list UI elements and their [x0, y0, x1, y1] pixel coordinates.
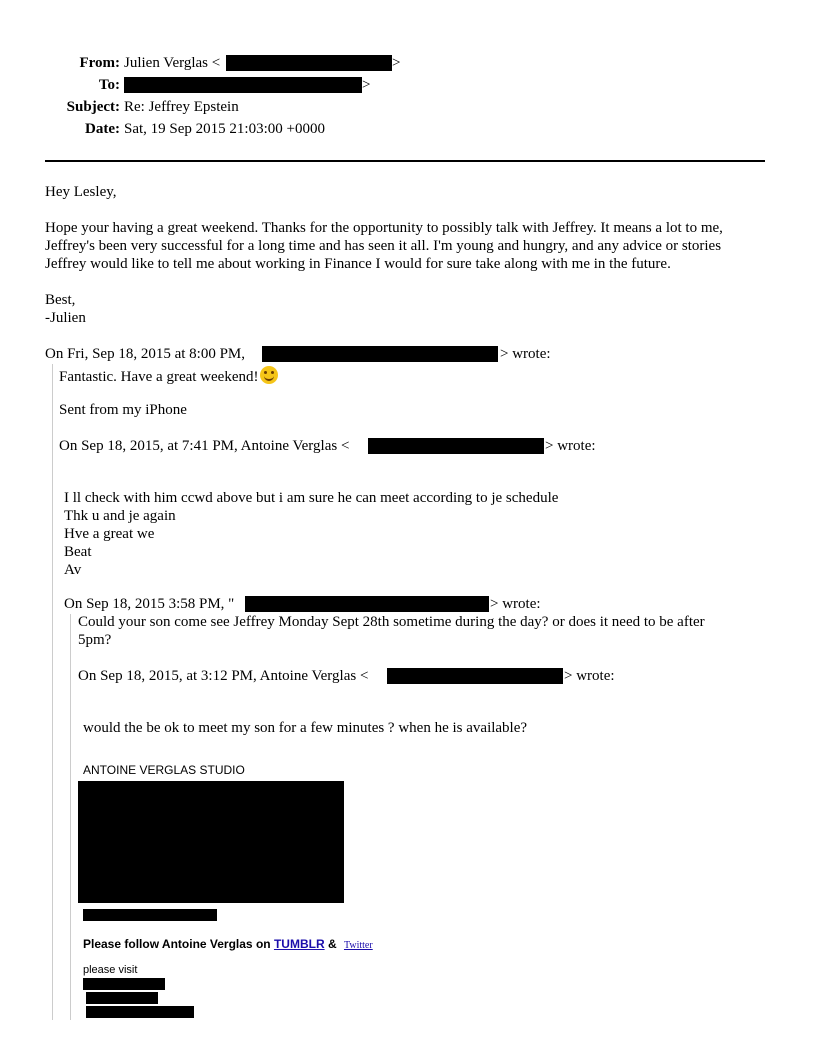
- quote2-attribution-pre: On Sep 18, 2015, at 7:41 PM, Antoine Verglas <: [59, 438, 350, 454]
- redaction-quote1-sender: [262, 346, 498, 362]
- studio-name: ANTOINE VERGLAS STUDIO: [83, 763, 245, 777]
- quote3-attribution-post: > wrote:: [490, 596, 541, 612]
- redaction-quote4-sender: [387, 668, 563, 684]
- quote1-sent-from: Sent from my iPhone: [59, 402, 187, 418]
- closing: Best,: [45, 292, 76, 308]
- quote1-bar: [52, 364, 53, 1020]
- redaction-visit-1: [83, 978, 165, 990]
- quote4-message: would the be ok to meet my son for a few minutes ? when he is available?: [83, 720, 528, 736]
- date-value: Sat, 19 Sep 2015 21:03:00 +0000: [124, 121, 325, 137]
- redaction-studio-image: [78, 781, 344, 903]
- quote1-attribution-post: > wrote:: [500, 346, 551, 362]
- quote4-attribution-pre: On Sep 18, 2015, at 3:12 PM, Antoine Verglas <: [78, 668, 369, 684]
- quote3-line-2: 5pm?: [78, 632, 112, 648]
- body-line-3: Jeffrey would like to tell me about working in Finance I would for sure take along with me in the future.: [45, 256, 671, 272]
- quote2-line-2: Thk u and je again: [64, 508, 176, 524]
- follow-amp: &: [327, 937, 337, 951]
- date-label: Date:: [85, 121, 120, 137]
- redaction-from-email: [226, 55, 392, 71]
- to-label: To:: [98, 77, 120, 93]
- from-value: [124, 54, 220, 72]
- body-line-2: Jeffrey's been very successful for a long time and has seen it all. I'm young and hungry, and any advice or stories: [45, 238, 722, 254]
- twitter-link[interactable]: Twitter: [343, 940, 373, 951]
- redaction-visit-3: [86, 1006, 194, 1018]
- redaction-visit-2: [86, 992, 158, 1004]
- quote3-line-1: Could your son come see Jeffrey Monday Sept 28th sometime during the day? or does it need to be after: [78, 614, 705, 630]
- redaction-studio-line: [83, 909, 217, 921]
- signature: -Julien: [45, 310, 86, 326]
- subject-label: Subject:: [66, 99, 120, 115]
- to-close-bracket: >: [362, 77, 371, 93]
- from-name: Julien Verglas <: [124, 55, 221, 71]
- redaction-quote2-sender: [368, 438, 544, 454]
- quote1-attribution-pre: On Fri, Sep 18, 2015 at 8:00 PM,: [45, 346, 246, 362]
- follow-line: [83, 937, 373, 953]
- quote2-line-1: I ll check with him ccwd above but i am sure he can meet according to je schedule: [64, 490, 559, 506]
- quote2-line-5: Av: [64, 562, 82, 578]
- header-divider: [45, 160, 765, 162]
- from-label: From:: [79, 55, 120, 71]
- quote2-line-3: Hve a great we: [64, 526, 155, 542]
- smiley-emoji-icon: [260, 366, 278, 384]
- redaction-to-email: [124, 77, 362, 93]
- body-line-1: Hope your having a great weekend. Thanks for the opportunity to possibly talk with Jeffrey. It means a lot to me,: [45, 220, 723, 236]
- redaction-quote3-sender: [245, 596, 489, 612]
- follow-text: Please follow Antoine Verglas on: [83, 937, 271, 951]
- tumblr-link[interactable]: TUMBLR: [273, 937, 325, 951]
- quote3-bar: [70, 614, 71, 1020]
- greeting: Hey Lesley,: [45, 184, 117, 200]
- quote3-attribution-pre: On Sep 18, 2015 3:58 PM, ": [64, 596, 235, 612]
- from-close-bracket: >: [392, 55, 401, 71]
- quote2-line-4: Beat: [64, 544, 92, 560]
- subject-value: Re: Jeffrey Epstein: [124, 99, 239, 115]
- quote1-message: [59, 366, 278, 386]
- please-visit: please visit: [83, 964, 138, 976]
- quote2-attribution-post: > wrote:: [545, 438, 596, 454]
- quote4-attribution-post: > wrote:: [564, 668, 615, 684]
- quote1-message-text: Fantastic. Have a great weekend!: [59, 369, 259, 385]
